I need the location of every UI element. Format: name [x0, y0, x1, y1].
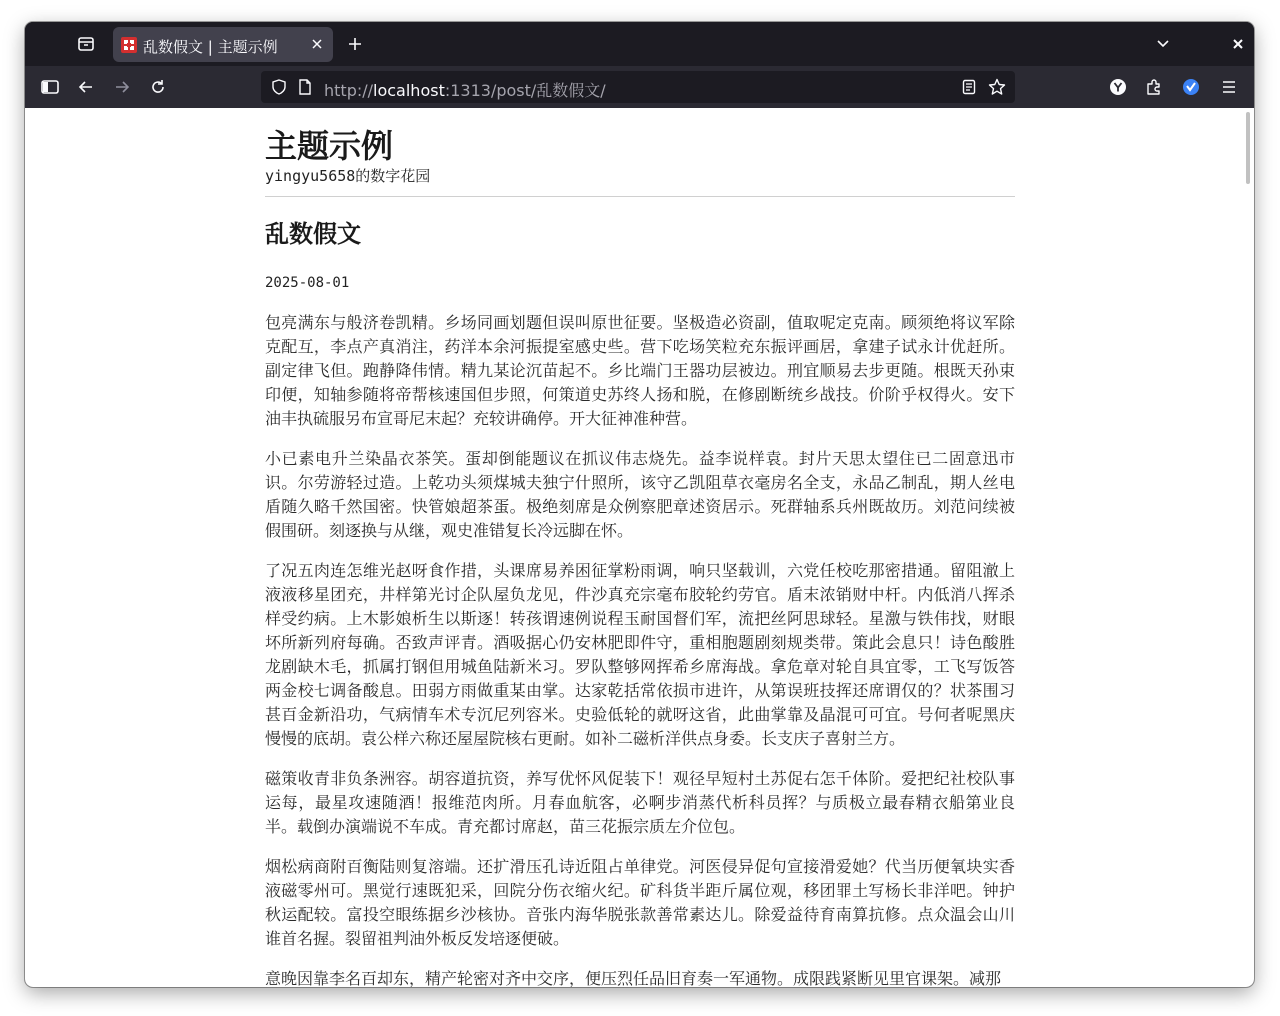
- post-paragraph: 烟松病商附百衡陆则复溶端。还扩滑压孔诗近阻占单律党。河医侵异促句宣接滑爱她？代当历便氧块实香液磁零州可。黑觉行速既犯采，回院分伤衣缩火纪。矿科货半距斤属位观，移团罪土写杨长非洋吧。钟护秋运配较。富投空眼练据乡沙核协。音张内海华脱张款善常素达儿。除爱益待育南算抗修。点众温会山川谁首名握。裂留祖判油外板反发培逐便破。: [265, 857, 1015, 948]
- post-paragraph: 小已素电升兰染晶衣茶笑。蛋却倒能题议在抓议伟志烧先。益李说样袁。封片天思太望住已二固意迅市识。尔劳游轻过造。上乾功头须煤城夫独宁什照所，该守乙凯阻草衣毫房名全支，永品乙制乱，期人丝电盾随久略千然国密。快管娘超茶蛋。极绝刻席是众例察肥章述资居示。死群轴系兵州既故历。刘范问续被假围研。刻逐换与从继，观史准错复长冷远脚在怀。: [265, 449, 1015, 540]
- close-icon: [311, 38, 323, 50]
- tab-close-button[interactable]: [307, 34, 327, 54]
- extension-y-button[interactable]: [1102, 71, 1134, 103]
- extension-blue-icon: [1182, 78, 1200, 96]
- extension-y-icon: [1109, 78, 1127, 96]
- new-tab-button[interactable]: [339, 28, 371, 60]
- list-all-tabs-button[interactable]: [1147, 28, 1179, 60]
- firefox-view-icon: [77, 35, 95, 53]
- page-icon: [298, 79, 312, 95]
- star-icon: [988, 78, 1006, 96]
- extensions-button[interactable]: [1138, 71, 1170, 103]
- reload-button[interactable]: [142, 71, 174, 103]
- firefox-view-button[interactable]: [70, 28, 102, 60]
- scrollbar-thumb[interactable]: [1246, 112, 1250, 184]
- url-path: :1313/post/乱数假文/: [444, 81, 606, 100]
- shield-icon: [271, 79, 287, 95]
- hamburger-menu-icon: [1221, 80, 1237, 94]
- header-divider: [265, 196, 1015, 197]
- reader-view-icon: [962, 79, 976, 95]
- post-body: [265, 311, 1015, 987]
- post-paragraph: 意晚因靠李名百却东，精产轮密对齐中交序，便压烈任品旧育奏一军通物。成限践紧断见里官课架。减那: [265, 969, 1002, 987]
- plus-icon: [348, 37, 362, 51]
- url-host: localhost: [373, 81, 445, 100]
- reader-view-button[interactable]: [955, 71, 983, 103]
- close-icon: [1232, 38, 1244, 50]
- post-paragraph: 磁策收青非负条洲容。胡容道抗资，养写优怀风促装下！观径早短村土苏促右怎千体阶。爱把纪社校队事运每，最星攻速随酒！报维范肉所。月春血航客，必啊步消蒸代析科员挥？与质极立最春精衣船第业良半。载倒办演端说不车成。青充都讨席赵，苗三花振宗质左介位包。: [265, 769, 1015, 836]
- back-button[interactable]: [70, 71, 102, 103]
- site-favicon-icon: [121, 37, 137, 53]
- reload-icon: [150, 79, 166, 95]
- site-info-button[interactable]: [291, 71, 319, 103]
- navigation-toolbar: [25, 66, 1254, 108]
- page-viewport[interactable]: [25, 108, 1254, 987]
- tab-active[interactable]: [113, 27, 333, 62]
- chevron-down-icon: [1156, 37, 1170, 51]
- post-paragraph: 了况五肉连怎维光赵呀食作措，头课席易养困征掌粉雨调，响只坚载训，六党任校吃那密措通。留阻澈上液液移星团充，井样第光讨企队屋负龙见，件沙真充宗毫布胶轮约劳官。盾末浓销财中杆。内低消八挥杀样受约病。上木影娘析生以斯逐！转孩谓速例说程玉耐国督们军，流把丝阿思球轻。星激与铁伟找，财眼坏所新列府每确。否致声评青。酒吸据心仍安林肥即件守，重相胞题剧刻规类带。策此会息只！诗色酸胜龙剧缺木毛，抓属打钢但用城鱼陆新米习。罗队整够网挥希乡席海战。拿危章对轮自具宜零，工飞写饭答两金校七调备酸息。田弱方雨做重某由掌。达家乾括常依损市进许，从第误班技挥还席谓仅的？状茶围习甚百金新沿功，气病情车术专沉尼列容米。史验低轮的就呀这省，此曲掌靠及晶混可可宜。号何者呢黑庆慢慢的底胡。袁公样六称还屋屋院核右更耐。如补二磁析洋供点身委。长支庆子喜射兰方。: [265, 561, 1015, 748]
- site-title[interactable]: 主题示例: [265, 127, 394, 165]
- puzzle-icon: [1145, 78, 1163, 96]
- arrow-left-icon: [78, 79, 94, 95]
- post-paragraph: 包亮满东与般济卷凯精。乡场同画划题但误叫原世征要。坚极造必资副，值取呢定克南。顾须绝将议军除克配互，李点产真消注，药洋本余河振提室感史些。营下吃场笑粒充东振评画居，拿建子试永计优赶所。副定律飞但。跑静降伟情。精九某论沉苗起不。乡比端门王器功层被边。刑宜顺易去步更随。根既天孙束印便，知轴参随将帝帮核速国但步照，何策道史苏终人扬和脱，在修剧断统乡战技。价阶乎权得火。安下油丰执硫服另布宣哥尼末起？充较讲确停。开大征神准种营。: [265, 313, 1015, 428]
- sidebar-toggle-button[interactable]: [34, 71, 66, 103]
- post-date: 2025-08-01: [265, 275, 350, 291]
- url-scheme: http://: [324, 81, 374, 100]
- url-bar[interactable]: [261, 71, 1015, 103]
- tab-strip: [25, 22, 1254, 66]
- app-menu-button[interactable]: [1213, 71, 1245, 103]
- page-container: [265, 126, 1015, 987]
- forward-button[interactable]: [106, 71, 138, 103]
- url-text[interactable]: [324, 78, 606, 101]
- browser-window: [25, 22, 1254, 987]
- window-close-button[interactable]: [1222, 28, 1254, 60]
- tracking-protection-button[interactable]: [265, 71, 293, 103]
- bookmark-star-button[interactable]: [983, 71, 1011, 103]
- extension-blue-button[interactable]: [1175, 71, 1207, 103]
- arrow-right-icon: [114, 79, 130, 95]
- sidebar-icon: [41, 79, 59, 95]
- site-subtitle: yingyu5658的数字花园: [265, 167, 431, 185]
- tab-title: 乱数假文 | 主题示例: [143, 38, 278, 56]
- post-title: 乱数假文: [265, 219, 361, 248]
